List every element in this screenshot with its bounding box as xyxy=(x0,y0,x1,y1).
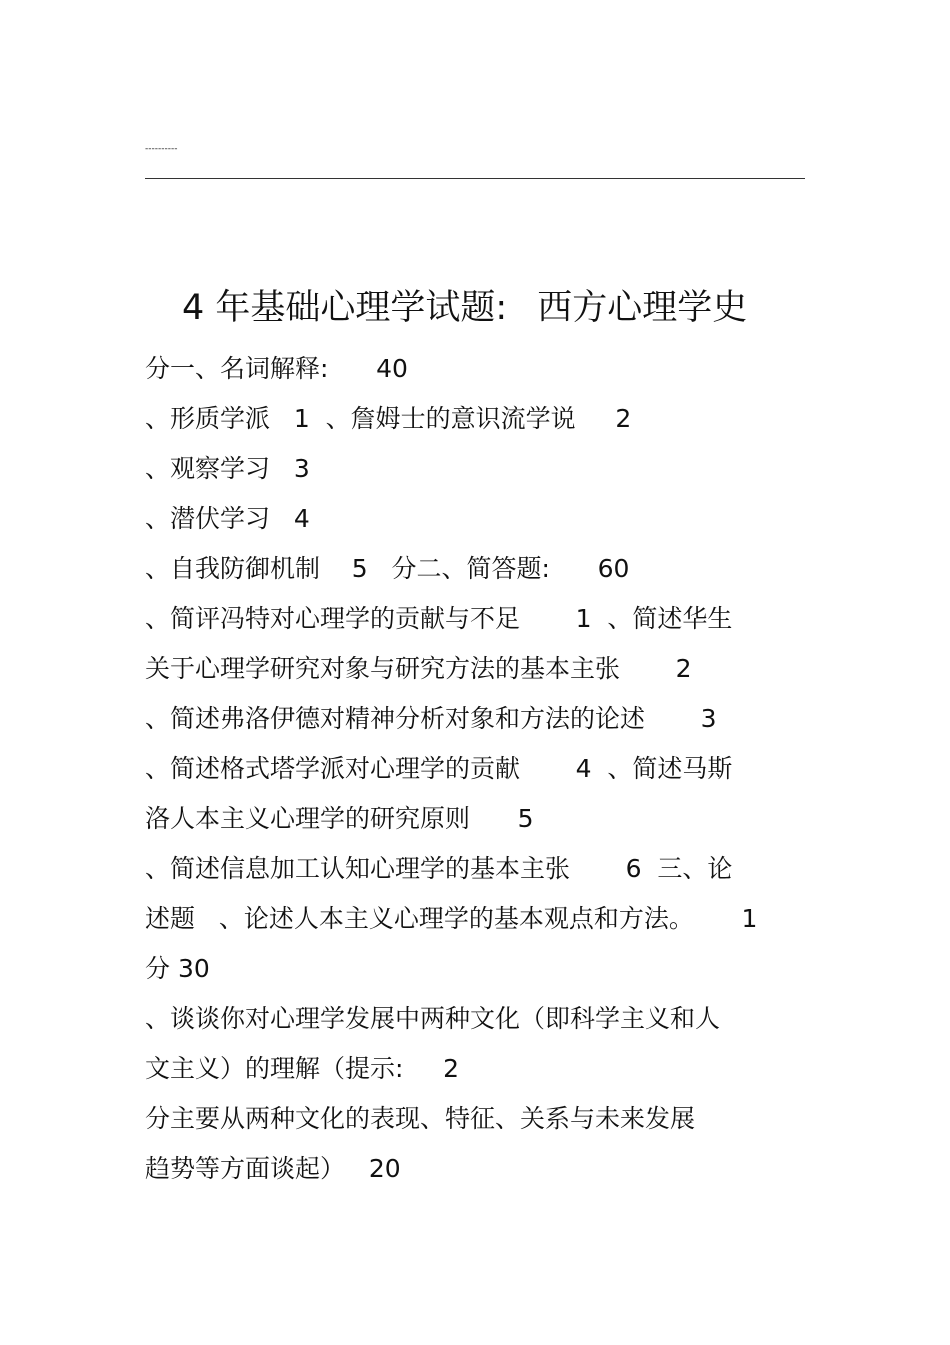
text-line: 、潜伏学习 4 xyxy=(145,504,310,533)
title-part-1: 4 年基础心理学试题: xyxy=(182,288,508,328)
title-part-2: 西方心理学史 xyxy=(537,288,748,328)
text-line: 、形质学派 1 、詹姆士的意识流学说 2 xyxy=(145,404,632,433)
text-line: 分 30 xyxy=(145,954,210,983)
text-line: 、自我防御机制 5 分二、简答题: 60 xyxy=(145,554,630,583)
text-line: 、简述格式塔学派对心理学的贡献 4 、简述马斯 xyxy=(145,754,733,783)
text-line: 趋势等方面谈起） 20 xyxy=(145,1154,401,1183)
text-line: 、简评冯特对心理学的贡献与不足 1 、简述华生 xyxy=(145,604,733,633)
text-line: 关于心理学研究对象与研究方法的基本主张 2 xyxy=(145,654,692,683)
text-line: 、谈谈你对心理学发展中两种文化（即科学主义和人 xyxy=(145,1004,721,1033)
text-line: 述题 、论述人本主义心理学的基本观点和方法。 1 xyxy=(145,904,758,933)
text-line: 文主义）的理解（提示: 2 xyxy=(145,1054,460,1083)
header-rule xyxy=(145,178,805,179)
text-line: 、简述弗洛伊德对精神分析对象和方法的论述 3 xyxy=(145,704,717,733)
text-line: 分主要从两种文化的表现、特征、关系与未来发展 xyxy=(145,1104,696,1133)
text-line: 、简述信息加工认知心理学的基本主张 6 三、论 xyxy=(145,854,733,883)
text-line: 洛人本主义心理学的研究原则 5 xyxy=(145,804,534,833)
header-mark: ---------- xyxy=(145,144,178,154)
body-text xyxy=(145,350,810,1200)
text-line: 、观察学习 3 xyxy=(145,454,310,483)
text-line: 分一、名词解释: 40 xyxy=(145,354,408,383)
page-title xyxy=(182,286,747,330)
